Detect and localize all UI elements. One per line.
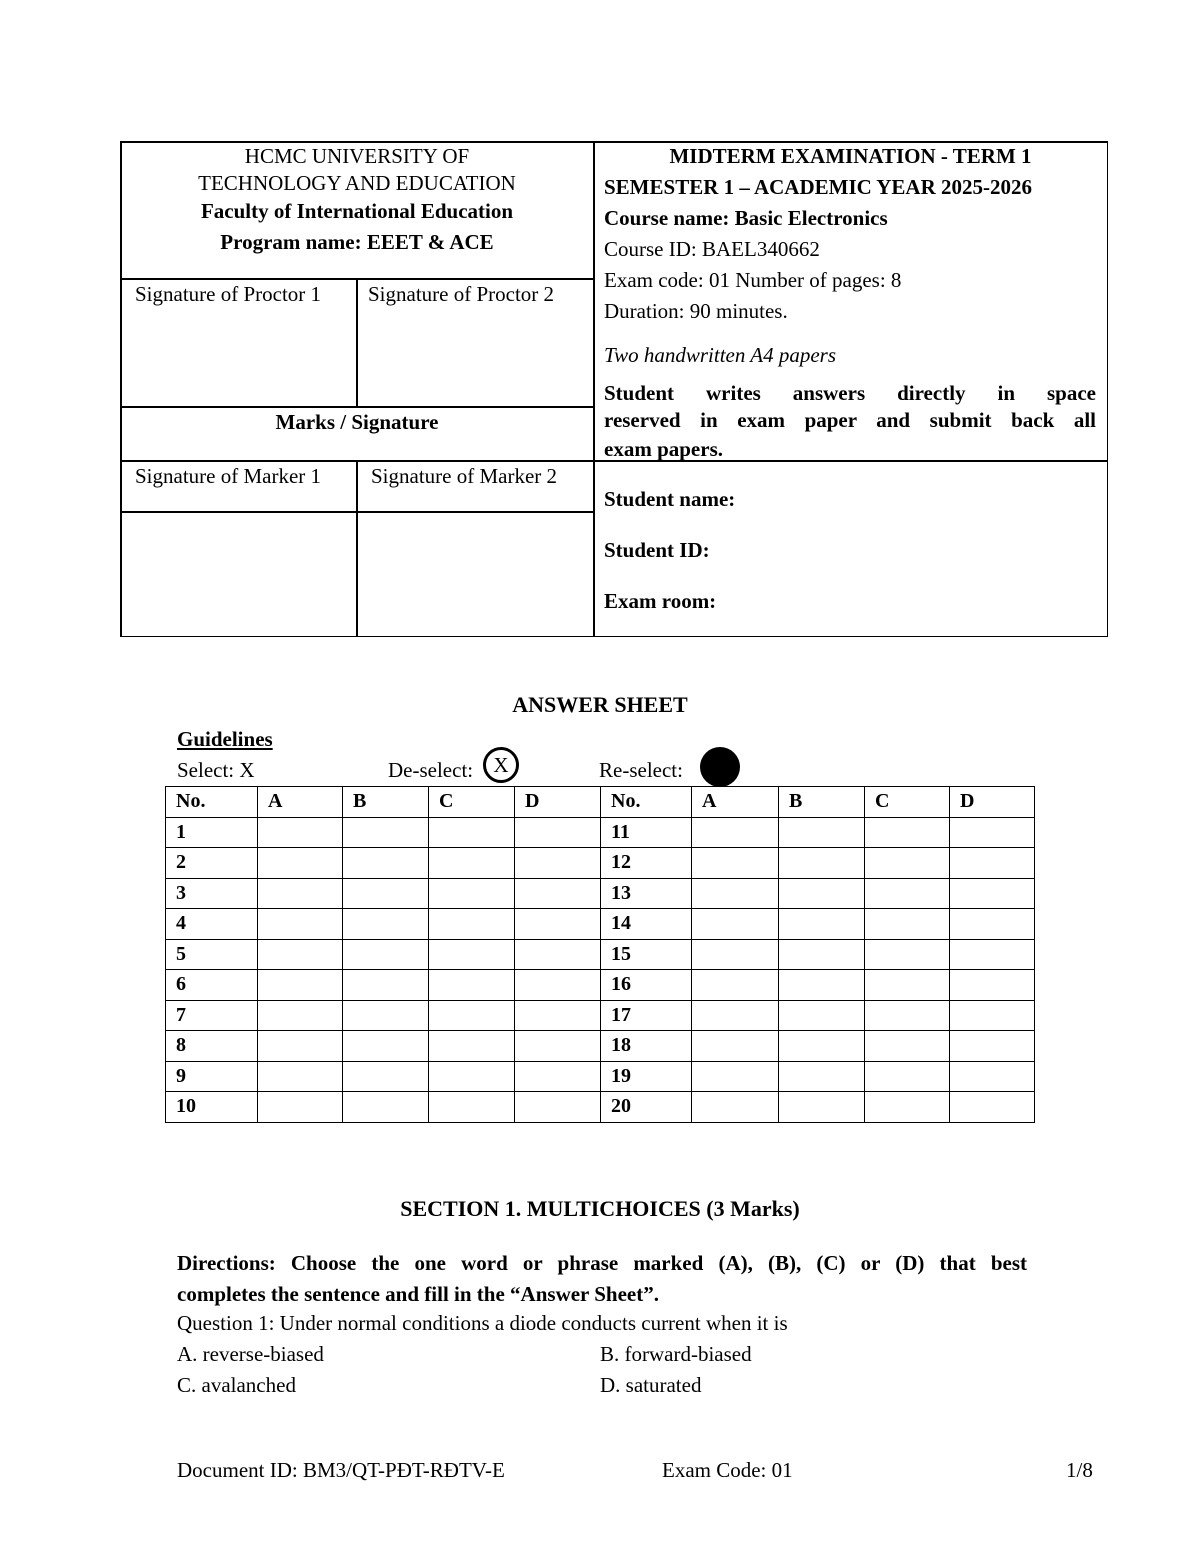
answer-row [166, 1092, 1035, 1123]
answer-choice-cell[interactable] [515, 970, 601, 1001]
answer-choice-cell[interactable] [779, 817, 865, 848]
deselect-circled-x-icon [483, 747, 519, 783]
deselect-guideline: De-select: [388, 758, 474, 782]
proctor2-label: Signature of Proctor 2 [368, 282, 555, 306]
answer-choice-cell[interactable] [779, 878, 865, 909]
answer-choice-cell[interactable] [779, 1092, 865, 1123]
answer-choice-cell[interactable] [692, 878, 779, 909]
answer-choice-cell[interactable] [258, 848, 343, 879]
answer-choice-cell[interactable] [343, 817, 429, 848]
answer-row [166, 909, 1035, 940]
column-header: B [779, 787, 865, 818]
deselect-mark: X [493, 753, 509, 777]
question-number-cell: 5 [166, 939, 258, 970]
answer-choice-cell[interactable] [343, 1031, 429, 1062]
answer-choice-cell[interactable] [429, 1000, 515, 1031]
answer-table [165, 786, 1035, 1123]
directions-line2: completes the sentence and fill in the “Answer Sheet”. [177, 1282, 659, 1306]
question-number-cell: 13 [601, 878, 692, 909]
section1-title: SECTION 1. MULTICHOICES (3 Marks) [400, 1196, 800, 1221]
course-name: Course name: Basic Electronics [604, 206, 888, 230]
exam-header-box [120, 141, 1108, 637]
column-header: A [692, 787, 779, 818]
question-number-cell: 17 [601, 1000, 692, 1031]
answer-choice-cell[interactable] [950, 878, 1035, 909]
proctor1-label: Signature of Proctor 1 [135, 282, 322, 306]
answer-choice-cell[interactable] [692, 1092, 779, 1123]
answer-choice-cell[interactable] [950, 817, 1035, 848]
answer-choice-cell[interactable] [865, 1092, 950, 1123]
answer-table-header-row [166, 787, 1035, 818]
university-name-line1: HCMC UNIVERSITY OF [244, 144, 470, 168]
instructions-line2: reserved in exam paper and submit back all [604, 408, 1096, 432]
answer-choice-cell[interactable] [950, 1000, 1035, 1031]
marker2-label: Signature of Marker 2 [371, 464, 558, 488]
answer-choice-cell[interactable] [779, 1000, 865, 1031]
answer-choice-cell[interactable] [692, 909, 779, 940]
answer-choice-cell[interactable] [950, 909, 1035, 940]
student-id-label: Student ID: [604, 538, 710, 562]
header-border-right [1107, 141, 1109, 637]
answer-choice-cell[interactable] [343, 878, 429, 909]
answer-row [166, 939, 1035, 970]
answer-choice-cell[interactable] [865, 817, 950, 848]
directions-line1: Directions: Choose the one word or phrase marked (A), (B), (C) or (D) that best [177, 1251, 1027, 1275]
exam-title: MIDTERM EXAMINATION - TERM 1 [669, 144, 1032, 168]
option-c: C. avalanched [177, 1373, 296, 1397]
answer-choice-cell[interactable] [429, 970, 515, 1001]
student-name-label: Student name: [604, 487, 736, 511]
answer-choice-cell[interactable] [258, 1000, 343, 1031]
answer-choice-cell[interactable] [692, 1061, 779, 1092]
question-number-cell: 8 [166, 1031, 258, 1062]
answer-choice-cell[interactable] [515, 878, 601, 909]
answer-row [166, 848, 1035, 879]
answer-choice-cell[interactable] [865, 909, 950, 940]
answer-choice-cell[interactable] [865, 878, 950, 909]
answer-choice-cell[interactable] [865, 1000, 950, 1031]
answer-choice-cell[interactable] [343, 970, 429, 1001]
question-number-cell: 1 [166, 817, 258, 848]
column-header: No. [601, 787, 692, 818]
answer-row [166, 970, 1035, 1001]
marker1-label: Signature of Marker 1 [135, 464, 322, 488]
answer-choice-cell[interactable] [429, 1092, 515, 1123]
marker-divider [356, 460, 358, 637]
header-border-bottom [120, 636, 1108, 638]
answer-choice-cell[interactable] [429, 1061, 515, 1092]
question-number-cell: 6 [166, 970, 258, 1001]
answer-choice-cell[interactable] [779, 1061, 865, 1092]
answer-choice-cell[interactable] [258, 970, 343, 1001]
reselect-guideline: Re-select: [599, 758, 683, 782]
question-number-cell: 7 [166, 1000, 258, 1031]
answer-choice-cell[interactable] [950, 970, 1035, 1001]
page-number: 1/8 [1066, 1458, 1093, 1482]
marks-signature-label: Marks / Signature [275, 410, 439, 434]
answer-row [166, 1000, 1035, 1031]
answer-choice-cell[interactable] [865, 1031, 950, 1062]
answer-choice-cell[interactable] [515, 848, 601, 879]
column-header: D [515, 787, 601, 818]
answer-choice-cell[interactable] [692, 1031, 779, 1062]
question-number-cell: 10 [166, 1092, 258, 1123]
answer-choice-cell[interactable] [429, 909, 515, 940]
answer-row [166, 1061, 1035, 1092]
question-number-cell: 16 [601, 970, 692, 1001]
answer-choice-cell[interactable] [865, 1061, 950, 1092]
answer-choice-cell[interactable] [343, 1061, 429, 1092]
answer-choice-cell[interactable] [865, 848, 950, 879]
answer-choice-cell[interactable] [515, 1000, 601, 1031]
left-divider-4b [120, 511, 357, 513]
column-header: C [865, 787, 950, 818]
program-name: Program name: EEET & ACE [220, 230, 494, 254]
directions [177, 1248, 1027, 1310]
question-number-cell: 19 [601, 1061, 692, 1092]
guidelines-title: Guidelines [177, 727, 273, 751]
answer-choice-cell[interactable] [429, 848, 515, 879]
answer-choice-cell[interactable] [343, 1092, 429, 1123]
allowed-materials: Two handwritten A4 papers [604, 343, 836, 367]
question-number-cell: 12 [601, 848, 692, 879]
column-header: No. [166, 787, 258, 818]
answer-choice-cell[interactable] [950, 1092, 1035, 1123]
answer-row [166, 1031, 1035, 1062]
answer-choice-cell[interactable] [429, 878, 515, 909]
answer-choice-cell[interactable] [429, 1031, 515, 1062]
answer-choice-cell[interactable] [515, 817, 601, 848]
question-number-cell: 14 [601, 909, 692, 940]
column-header: D [950, 787, 1035, 818]
reselect-filled-circle-icon [700, 747, 740, 787]
answer-choice-cell[interactable] [692, 848, 779, 879]
answer-choice-cell[interactable] [429, 817, 515, 848]
answer-choice-cell[interactable] [258, 1092, 343, 1123]
answer-choice-cell[interactable] [258, 939, 343, 970]
answer-sheet-title: ANSWER SHEET [512, 692, 688, 717]
duration: Duration: 90 minutes. [604, 299, 788, 323]
answer-choice-cell[interactable] [950, 939, 1035, 970]
left-divider-2 [120, 406, 594, 408]
answer-choice-cell[interactable] [950, 848, 1035, 879]
option-a: A. reverse-biased [177, 1342, 324, 1366]
question-number-cell: 9 [166, 1061, 258, 1092]
answer-choice-cell[interactable] [515, 1092, 601, 1123]
answer-choice-cell[interactable] [865, 970, 950, 1001]
question-number-cell: 20 [601, 1092, 692, 1123]
answer-row [166, 817, 1035, 848]
answer-choice-cell[interactable] [950, 1031, 1035, 1062]
answer-choice-cell[interactable] [343, 909, 429, 940]
exam-room-label: Exam room: [604, 589, 717, 613]
answer-choice-cell[interactable] [515, 1061, 601, 1092]
faculty-name: Faculty of International Education [200, 199, 514, 223]
semester-line: SEMESTER 1 – ACADEMIC YEAR 2025-2026 [604, 175, 1033, 199]
answer-choice-cell[interactable] [950, 1061, 1035, 1092]
answer-choice-cell[interactable] [865, 939, 950, 970]
question-number-cell: 11 [601, 817, 692, 848]
answer-row [166, 878, 1035, 909]
option-d: D. saturated [600, 1373, 702, 1397]
answer-choice-cell[interactable] [343, 939, 429, 970]
answer-choice-cell[interactable] [779, 909, 865, 940]
instructions-line3: exam papers. [604, 437, 723, 461]
question-number-cell: 4 [166, 909, 258, 940]
answer-choice-cell[interactable] [692, 1000, 779, 1031]
instructions-line1: Student writes answers directly in space [604, 381, 1096, 405]
answer-choice-cell[interactable] [429, 939, 515, 970]
question-number-cell: 15 [601, 939, 692, 970]
answer-choice-cell[interactable] [515, 939, 601, 970]
answer-choice-cell[interactable] [692, 970, 779, 1001]
answer-choice-cell[interactable] [779, 848, 865, 879]
answer-choice-cell[interactable] [258, 1031, 343, 1062]
university-name-line2: TECHNOLOGY AND EDUCATION [198, 171, 516, 195]
course-id: Course ID: BAEL340662 [604, 237, 820, 261]
document-id: Document ID: BM3/QT-PĐT-RĐTV-E [177, 1458, 505, 1482]
question-number-cell: 2 [166, 848, 258, 879]
answer-choice-cell[interactable] [258, 878, 343, 909]
answer-choice-cell[interactable] [343, 848, 429, 879]
column-header: C [429, 787, 515, 818]
footer-exam-code: Exam Code: 01 [662, 1458, 793, 1482]
answer-choice-cell[interactable] [258, 1061, 343, 1092]
option-b: B. forward-biased [600, 1342, 752, 1366]
question-number-cell: 3 [166, 878, 258, 909]
answer-choice-cell[interactable] [779, 970, 865, 1001]
column-header: A [258, 787, 343, 818]
answer-choice-cell[interactable] [343, 1000, 429, 1031]
left-divider-4 [356, 511, 594, 513]
answer-choice-cell[interactable] [779, 1031, 865, 1062]
exam-code-pages: Exam code: 01 Number of pages: 8 [604, 268, 902, 292]
column-header: B [343, 787, 429, 818]
question-1: Question 1: Under normal conditions a diode conducts current when it is [177, 1311, 788, 1335]
answer-choice-cell[interactable] [258, 909, 343, 940]
answer-choice-cell[interactable] [515, 1031, 601, 1062]
question-number-cell: 18 [601, 1031, 692, 1062]
select-guideline: Select: X [177, 758, 255, 782]
answer-choice-cell[interactable] [515, 909, 601, 940]
answer-choice-cell[interactable] [779, 939, 865, 970]
proctor-divider [356, 278, 358, 407]
answer-choice-cell[interactable] [692, 817, 779, 848]
answer-choice-cell[interactable] [692, 939, 779, 970]
answer-choice-cell[interactable] [258, 817, 343, 848]
